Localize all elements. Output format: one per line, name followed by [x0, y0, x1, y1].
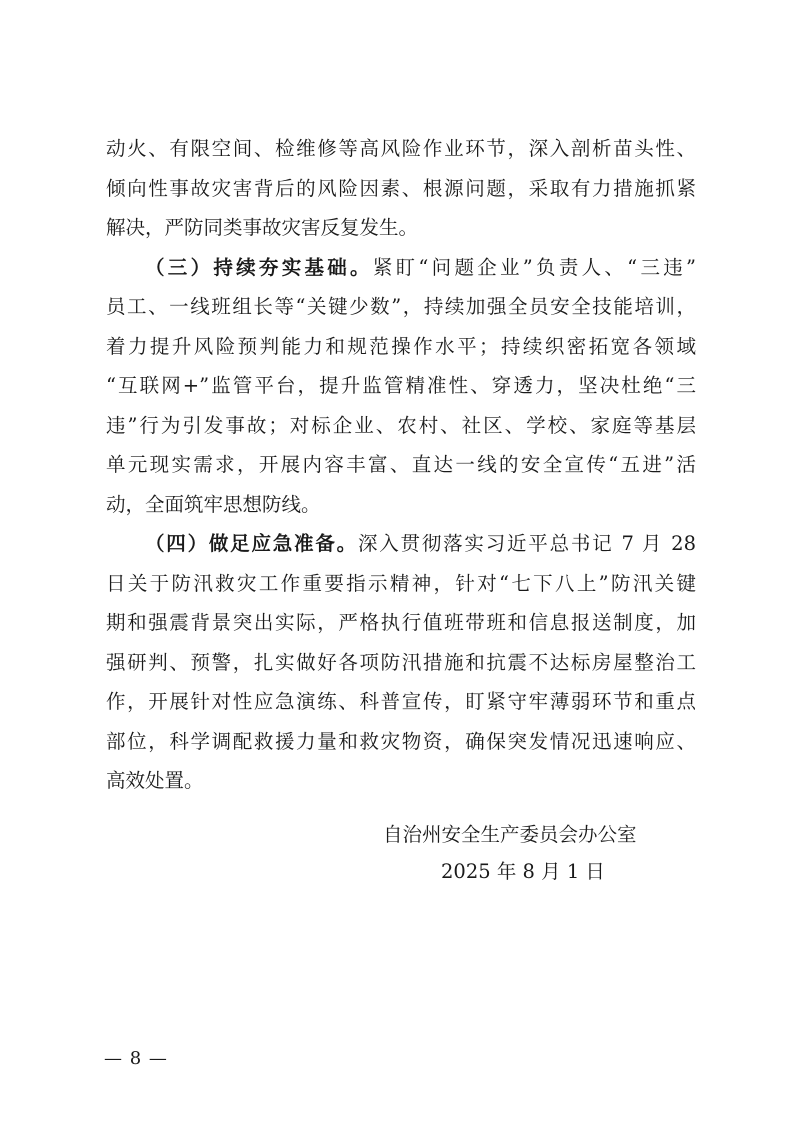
- page-number: — 8 —: [104, 1048, 168, 1069]
- text-line: 强研判、预警，扎实做好各项防汛措施和抗震不达标房屋整治工: [106, 650, 696, 674]
- text-line: 违”行为引发事故；对标企业、农村、社区、学校、家庭等基层: [106, 413, 696, 437]
- text-line: 单元现实需求，开展内容丰富、直达一线的安全宣传“五进”活: [106, 453, 696, 476]
- issuer-signature: 自治州安全生产委员会办公室: [383, 823, 637, 846]
- paragraph-consolidate-foundation: [106, 248, 696, 525]
- text-line: [106, 248, 696, 288]
- text-run: 紧盯“问题企业”负责人、“三违”: [372, 255, 696, 279]
- text-run: 深入贯彻落实习近平总书记 7 月 28: [357, 532, 696, 555]
- text-line: “互联网+”监管平台，提升监管精准性、穿透力，坚决杜绝“三: [106, 374, 696, 397]
- text-line: 部位，科学调配救援力量和救灾物资，确保突发情况迅速响应、: [106, 729, 696, 753]
- text-line: 高效处置。: [106, 769, 204, 792]
- text-line: 解决，严防同类事故灾害反复发生。: [106, 216, 419, 239]
- text-line: 期和强震背景突出实际，严格执行值班带班和信息报送制度，加: [106, 611, 696, 634]
- issue-date: 2025 年 8 月 1 日: [441, 860, 605, 883]
- text-line: 着力提升风险预判能力和规范操作水平；持续织密拓宽各领域: [106, 334, 696, 358]
- text-line: 动火、有限空间、检维修等高风险作业环节，深入剖析苗头性、: [106, 137, 696, 160]
- text-line: 倾向性事故灾害背后的风险因素、根源问题，采取有力措施抓紧: [106, 176, 696, 200]
- paragraph-emergency-preparedness: [106, 524, 696, 801]
- document-body: [106, 129, 696, 801]
- section-heading-three: （三）持续夯实基础。: [145, 255, 373, 279]
- text-line: 作，开展针对性应急演练、科普宣传，盯紧守牢薄弱环节和重点: [106, 690, 696, 713]
- paragraph-continuation: [106, 129, 696, 248]
- text-line: 员工、一线班组长等“关键少数”，持续加强全员安全技能培训，: [106, 295, 696, 318]
- section-heading-four: （四）做足应急准备。: [145, 532, 358, 555]
- text-line: 日关于防汛救灾工作重要指示精神，针对“七下八上”防汛关键: [106, 571, 696, 595]
- text-line: [106, 524, 696, 564]
- text-line: 动，全面筑牢思想防线。: [106, 492, 321, 516]
